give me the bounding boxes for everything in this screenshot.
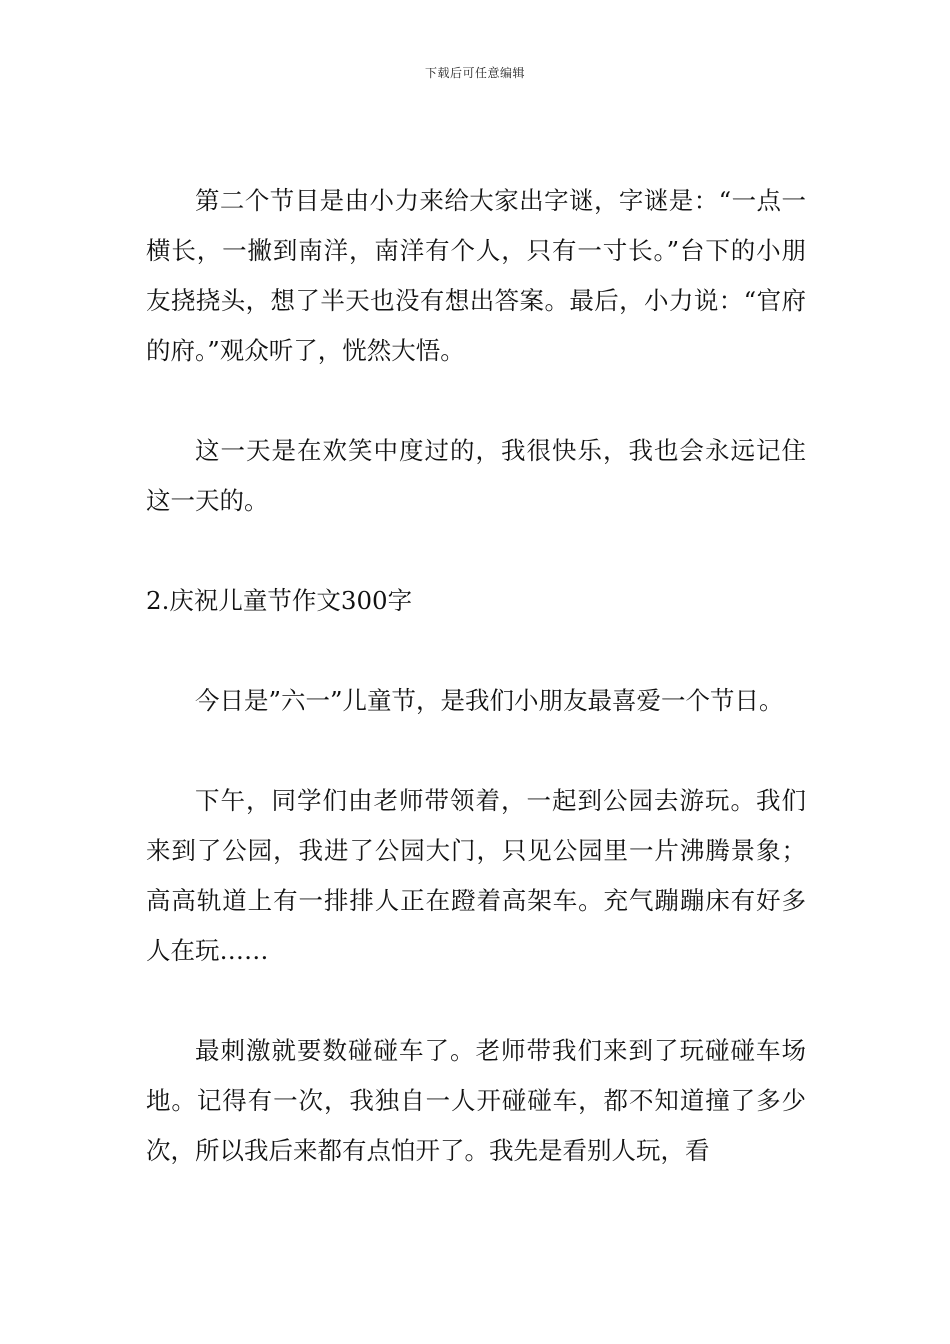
paragraph-gap [146,976,806,1026]
paragraph-gap [146,726,806,776]
document-body [146,176,806,1176]
paragraph-park-visit: 下午，同学们由老师带领着，一起到公园去游玩。我们来到了公园，我进了公园大门，只见公园里一片沸腾景象；高高轨道上有一排排人正在蹬着高架车。充气蹦蹦床有好多人在玩…… [146,786,806,965]
paragraph-gap [146,526,806,576]
paragraph-gap [146,376,806,426]
paragraph-gap [146,626,806,676]
paragraph-childrens-day: 今日是”六一”儿童节，是我们小朋友最喜爱一个节日。 [195,686,784,715]
paragraph-bumper-cars: 最刺激就要数碰碰车了。老师带我们来到了玩碰碰车场地。记得有一次，我独自一人开碰碰车，都不知道撞了多少次，所以我后来都有点怕开了。我先是看别人玩，看 [146,1036,806,1165]
paragraph-happy-day: 这一天是在欢笑中度过的，我很快乐，我也会永远记住这一天的。 [146,436,806,515]
page-header: 下载后可任意编辑 [424,66,525,80]
paragraph-riddle: 第二个节目是由小力来给大家出字谜，字谜是：“一点一横长，一撇到南洋，南洋有个人，只有一寸长。”台下的小朋友挠挠头，想了半天也没有想出答案。最后，小力说：“官府的府。”观众听了，恍然大悟。 [146,186,806,365]
section-heading: 2.庆祝儿童节作文300字 [146,586,413,615]
